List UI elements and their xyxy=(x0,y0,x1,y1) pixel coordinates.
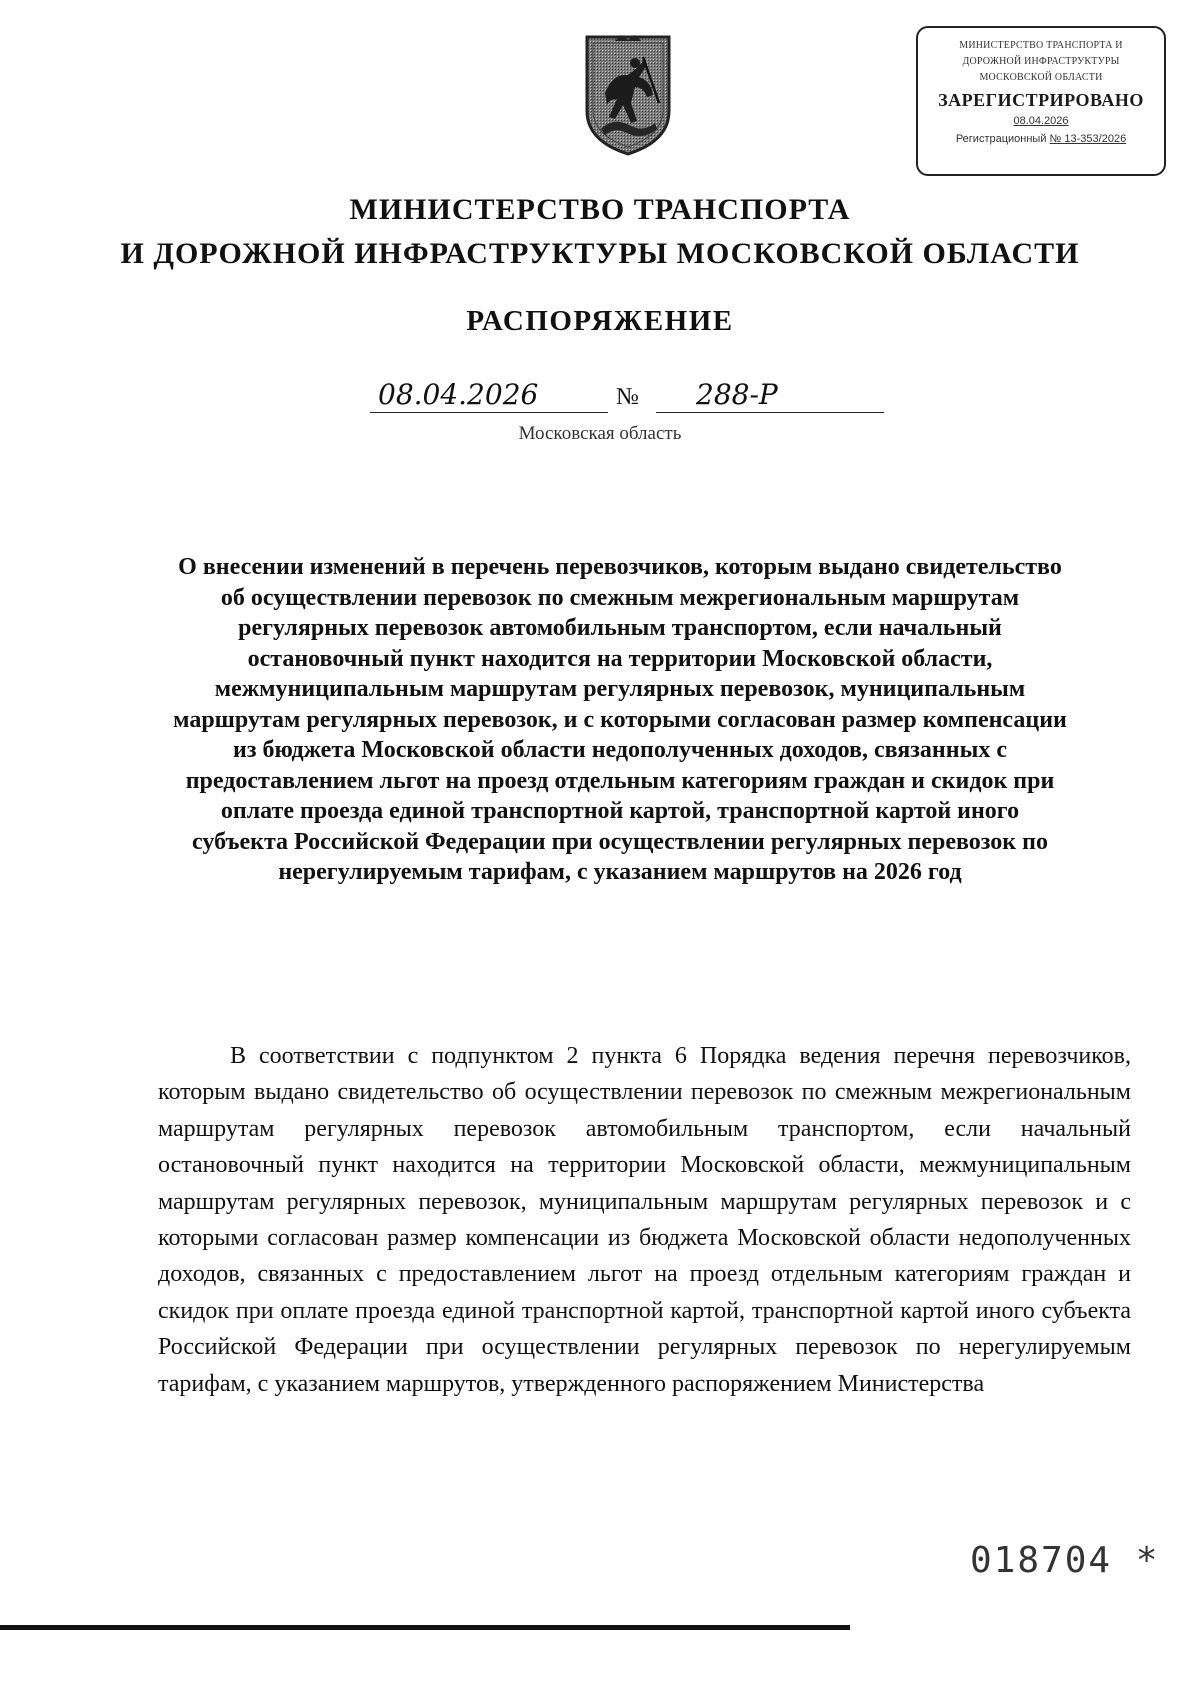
date-number-line xyxy=(370,378,890,418)
stamp-reg-label: Регистрационный xyxy=(955,133,1047,145)
document-number: 288-Р xyxy=(656,378,884,413)
ministry-title-line2: И ДОРОЖНОЙ ИНФРАСТРУКТУРЫ МОСКОВСКОЙ ОБЛАСТИ xyxy=(120,237,1080,270)
form-serial-number: 018704 * xyxy=(970,1540,1160,1581)
document-type: РАСПОРЯЖЕНИЕ xyxy=(466,305,734,337)
stamp-organization: МИНИСТЕРСТВО ТРАНСПОРТА И ДОРОЖНОЙ ИНФРАСТРУКТУРЫ МОСКОВСКОЙ ОБЛАСТИ xyxy=(959,40,1123,83)
stamp-date: 08.04.2026 xyxy=(1013,115,1069,127)
stamp-registration xyxy=(918,133,1164,145)
body-paragraph: В соответствии с подпунктом 2 пункта 6 Порядка ведения перечня перевозчиков, которым выдано свидетельство об осуществлении перевозок по смежным межрегиональным маршрутам регулярных перевозок автомобильным транспортом, если начальный остановочный пункт находится на территории Московской области, межмуниципальным маршрутам регулярных перевозок, муниципальным маршрутам регулярных перевозок и с которыми согласован размер компенсации из бюджета Московской области недополученных доходов, связанных с предоставлением льгот на проезд отдельным категориям граждан и скидок при оплате проезда единой транспортной картой, транспортной картой иного субъекта Российской Федерации при осуществлении регулярных перевозок по нерегулируемым тарифам, с указанием маршрутов, утвержденного распоряжением Министерства xyxy=(158,1043,1131,1397)
document-date: 08.04.2026 xyxy=(370,378,608,413)
document-subject: О внесении изменений в перечень перевозчиков, которым выдано свидетельство об осуществлении перевозок по смежным межрегиональным маршрутам регулярных перевозок автомобильным транспортом, если начальный остановочный пункт находится на территории Московской области, межмуниципальным маршрутам регулярных перевозок, муниципальным маршрутам регулярных перевозок, и с которыми согласован размер компенсации из бюджета Московской области недополученных доходов, связанных с предоставлением льгот на проезд отдельным категориям граждан и скидок при оплате проезда единой транспортной картой, транспортной картой иного субъекта Российской Федерации при осуществлении регулярных перевозок по нерегулируемым тарифам, с указанием маршрутов на 2026 год xyxy=(173,554,1067,885)
ministry-title-line1: МИНИСТЕРСТВО ТРАНСПОРТА xyxy=(349,193,851,226)
number-sign: № xyxy=(616,384,639,410)
stamp-reg-number: № 13-353/2026 xyxy=(1049,133,1127,145)
registration-stamp xyxy=(916,26,1166,176)
document-place: Московская область xyxy=(518,423,682,444)
bottom-divider xyxy=(0,1625,850,1630)
moscow-oblast-coat-of-arms-icon xyxy=(573,33,683,158)
stamp-status: ЗАРЕГИСТРИРОВАНО xyxy=(938,90,1144,110)
ministry-title xyxy=(0,188,1200,276)
